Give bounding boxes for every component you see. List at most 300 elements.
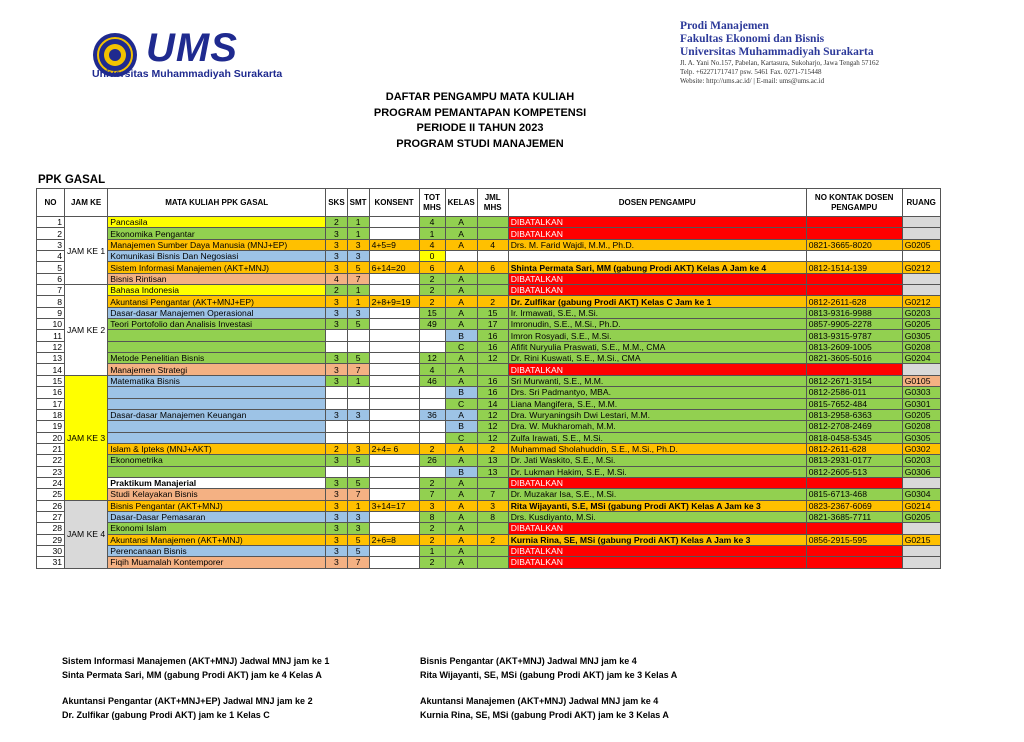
- cell-jml: 2: [477, 534, 508, 545]
- cell-smt: [347, 387, 369, 398]
- cell-konsent: 3+14=17: [369, 500, 419, 511]
- cell-kontak: [806, 557, 902, 568]
- cell-ruang: G0304: [902, 489, 940, 500]
- cell-no: 2: [37, 228, 65, 239]
- table-row: [37, 534, 941, 545]
- cell-tot: 15: [419, 307, 445, 318]
- cell-smt: [347, 421, 369, 432]
- cell-konsent: [369, 477, 419, 488]
- cell-sks: 3: [326, 409, 347, 420]
- cell-kelas: A: [445, 364, 477, 375]
- cell-jml: 12: [477, 421, 508, 432]
- cell-konsent: [369, 466, 419, 477]
- cell-konsent: [369, 307, 419, 318]
- cell-dosen: DIBATALKAN: [508, 364, 806, 375]
- cell-smt: [347, 341, 369, 352]
- cell-sks: 2: [326, 285, 347, 296]
- cell-smt: 5: [347, 319, 369, 330]
- cell-konsent: [369, 432, 419, 443]
- cell-jml: 2: [477, 296, 508, 307]
- cell-kelas: A: [445, 455, 477, 466]
- cell-smt: 3: [347, 251, 369, 262]
- cell-kelas: A: [445, 409, 477, 420]
- cell-tot: [419, 432, 445, 443]
- cell-jml: 17: [477, 319, 508, 330]
- cell-tot: 2: [419, 285, 445, 296]
- cell-ruang: [902, 251, 940, 262]
- cell-kelas: B: [445, 421, 477, 432]
- cell-konsent: 4+5=9: [369, 239, 419, 250]
- cell-kontak: 0812-2611-628: [806, 443, 902, 454]
- cell-dosen: Afifit Nuryulia Praswati, S.E., M.M., CMA: [508, 341, 806, 352]
- cell-ruang: G0208: [902, 341, 940, 352]
- cell-tot: 8: [419, 511, 445, 522]
- cell-konsent: 2+4= 6: [369, 443, 419, 454]
- cell-jml: 3: [477, 500, 508, 511]
- cell-mk: Metode Penelitian Bisnis: [108, 353, 326, 364]
- cell-sks: 3: [326, 228, 347, 239]
- cell-mk: Islam & Ipteks (MNJ+AKT): [108, 443, 326, 454]
- note-block-1: [62, 654, 329, 682]
- cell-smt: 1: [347, 228, 369, 239]
- cell-kontak: 0815-6713-468: [806, 489, 902, 500]
- cell-no: 4: [37, 251, 65, 262]
- cell-mk: Ekonomi Islam: [108, 523, 326, 534]
- document-titles: [0, 90, 960, 152]
- cell-dosen: Liana Mangifera, S.E., M.M.: [508, 398, 806, 409]
- cell-kontak: 0812-1514-139: [806, 262, 902, 273]
- cell-kontak: 0812-2611-628: [806, 296, 902, 307]
- col-tot: TOT MHS: [419, 189, 445, 217]
- table-body: [37, 217, 941, 569]
- table-row: [37, 262, 941, 273]
- cell-dosen: DIBATALKAN: [508, 228, 806, 239]
- cell-kontak: 0818-0458-5345: [806, 432, 902, 443]
- cell-mk: [108, 466, 326, 477]
- cell-dosen: Zulfa Irawati, S.E., M.Si.: [508, 432, 806, 443]
- cell-sks: 3: [326, 239, 347, 250]
- cell-sks: 3: [326, 511, 347, 522]
- note-4a: Akuntansi Manajemen (AKT+MNJ) Jadwal MNJ jam ke 4: [420, 696, 659, 706]
- cell-sks: 3: [326, 523, 347, 534]
- cell-ruang: [902, 285, 940, 296]
- cell-ruang: [902, 477, 940, 488]
- cell-jml: [477, 217, 508, 228]
- cell-no: 14: [37, 364, 65, 375]
- cell-tot: 2: [419, 273, 445, 284]
- cell-no: 5: [37, 262, 65, 273]
- cell-konsent: [369, 489, 419, 500]
- cell-konsent: [369, 409, 419, 420]
- cell-smt: [347, 398, 369, 409]
- cell-ruang: G0105: [902, 375, 940, 386]
- cell-dosen: DIBATALKAN: [508, 285, 806, 296]
- cell-jml: 14: [477, 398, 508, 409]
- table-row: [37, 398, 941, 409]
- cell-no: 17: [37, 398, 65, 409]
- cell-smt: 5: [347, 477, 369, 488]
- cell-tot: 3: [419, 500, 445, 511]
- cell-tot: [419, 330, 445, 341]
- cell-ruang: G0305: [902, 330, 940, 341]
- cell-dosen: DIBATALKAN: [508, 557, 806, 568]
- cell-sks: [326, 421, 347, 432]
- cell-dosen: DIBATALKAN: [508, 523, 806, 534]
- cell-ruang: G0205: [902, 319, 940, 330]
- cell-tot: 49: [419, 319, 445, 330]
- cell-ruang: G0212: [902, 262, 940, 273]
- cell-ruang: G0205: [902, 511, 940, 522]
- table-row: [37, 330, 941, 341]
- cell-kontak: [806, 285, 902, 296]
- cell-no: 18: [37, 409, 65, 420]
- cell-smt: 5: [347, 353, 369, 364]
- table-row: [37, 296, 941, 307]
- cell-konsent: [369, 455, 419, 466]
- cell-jml: [477, 477, 508, 488]
- cell-no: 13: [37, 353, 65, 364]
- cell-dosen: Dra. W. Mukharomah, M.M.: [508, 421, 806, 432]
- note-block-2: [420, 654, 677, 682]
- cell-jml: 15: [477, 307, 508, 318]
- cell-sks: [326, 341, 347, 352]
- col-konsent: KONSENT: [369, 189, 419, 217]
- cell-smt: 3: [347, 307, 369, 318]
- table-row: [37, 353, 941, 364]
- cell-kontak: [806, 364, 902, 375]
- cell-tot: 2: [419, 557, 445, 568]
- table-row: [37, 285, 941, 296]
- cell-smt: 3: [347, 511, 369, 522]
- cell-ruang: G0204: [902, 353, 940, 364]
- table-row: [37, 375, 941, 386]
- cell-sks: 3: [326, 500, 347, 511]
- cell-no: 9: [37, 307, 65, 318]
- cell-no: 30: [37, 545, 65, 556]
- cell-konsent: 2+6=8: [369, 534, 419, 545]
- cell-tot: 26: [419, 455, 445, 466]
- cell-kontak: 0812-2605-513: [806, 466, 902, 477]
- cell-sks: 3: [326, 262, 347, 273]
- cell-kelas: A: [445, 319, 477, 330]
- cell-kontak: [806, 545, 902, 556]
- cell-kelas: A: [445, 511, 477, 522]
- cell-sks: 3: [326, 296, 347, 307]
- cell-kelas: C: [445, 341, 477, 352]
- cell-kontak: [806, 251, 902, 262]
- cell-no: 27: [37, 511, 65, 522]
- cell-kelas: A: [445, 375, 477, 386]
- cell-konsent: 2+8+9=19: [369, 296, 419, 307]
- cell-konsent: [369, 251, 419, 262]
- cell-ruang: G0305: [902, 432, 940, 443]
- note-1a: Sistem Informasi Manajemen (AKT+MNJ) Jadwal MNJ jam ke 1: [62, 656, 330, 666]
- cell-tot: 2: [419, 296, 445, 307]
- cell-ruang: [902, 217, 940, 228]
- table-row: [37, 217, 941, 228]
- note-block-3: [62, 694, 313, 722]
- cell-dosen: Dr. Jati Waskito, S.E., M.Si.: [508, 455, 806, 466]
- address-line-3: Website: http://ums.ac.id/ | E-mail: ums@ums.ac.id: [680, 77, 825, 85]
- cell-mk: Bahasa Indonesia: [108, 285, 326, 296]
- cell-no: 8: [37, 296, 65, 307]
- cell-konsent: [369, 545, 419, 556]
- cell-sks: 3: [326, 353, 347, 364]
- cell-ruang: G0205: [902, 409, 940, 420]
- cell-tot: [419, 421, 445, 432]
- cell-tot: 4: [419, 217, 445, 228]
- cell-kelas: A: [445, 239, 477, 250]
- cell-mk: Ekonomika Pengantar: [108, 228, 326, 239]
- table-row: [37, 523, 941, 534]
- cell-mk: Manajemen Strategi: [108, 364, 326, 375]
- cell-tot: 36: [419, 409, 445, 420]
- cell-mk: Sistem Informasi Manajemen (AKT+MNJ): [108, 262, 326, 273]
- table-row: [37, 341, 941, 352]
- cell-smt: 7: [347, 489, 369, 500]
- cell-mk: Bisnis Rintisan: [108, 273, 326, 284]
- schedule-table: [36, 188, 941, 569]
- cell-tot: 7: [419, 489, 445, 500]
- cell-dosen: Rita Wijayanti, S.E, MSi (gabung Prodi AKT) Kelas A Jam ke 3: [508, 500, 806, 511]
- cell-ruang: G0306: [902, 466, 940, 477]
- table-row: [37, 228, 941, 239]
- cell-no: 29: [37, 534, 65, 545]
- cell-dosen: DIBATALKAN: [508, 545, 806, 556]
- cell-smt: [347, 432, 369, 443]
- cell-mk: [108, 398, 326, 409]
- cell-sks: 3: [326, 489, 347, 500]
- cell-tot: 2: [419, 523, 445, 534]
- cell-kontak: [806, 523, 902, 534]
- table-row: [37, 409, 941, 420]
- cell-mk: Pancasila: [108, 217, 326, 228]
- cell-sks: [326, 432, 347, 443]
- cell-kontak: 0821-3605-5016: [806, 353, 902, 364]
- table-row: [37, 421, 941, 432]
- cell-konsent: [369, 353, 419, 364]
- cell-smt: 3: [347, 443, 369, 454]
- cell-kontak: 0813-9315-9787: [806, 330, 902, 341]
- note-3a: Akuntansi Pengantar (AKT+MNJ+EP) Jadwal MNJ jam ke 2: [62, 696, 313, 706]
- cell-kelas: A: [445, 489, 477, 500]
- cell-smt: 1: [347, 285, 369, 296]
- cell-dosen: [508, 251, 806, 262]
- cell-mk: Dasar-dasar Manajemen Operasional: [108, 307, 326, 318]
- cell-jml: 13: [477, 455, 508, 466]
- cell-kelas: A: [445, 262, 477, 273]
- table-row: [37, 387, 941, 398]
- cell-kontak: [806, 217, 902, 228]
- cell-tot: 4: [419, 364, 445, 375]
- cell-sks: 4: [326, 273, 347, 284]
- cell-no: 16: [37, 387, 65, 398]
- cell-sks: 3: [326, 375, 347, 386]
- cell-mk: [108, 421, 326, 432]
- cell-jml: 6: [477, 262, 508, 273]
- logo-subtitle: Universitas Muhammadiyah Surakarta: [92, 68, 283, 80]
- cell-ruang: G0302: [902, 443, 940, 454]
- cell-jml: [477, 557, 508, 568]
- cell-kelas: A: [445, 228, 477, 239]
- cell-mk: Matematika Bisnis: [108, 375, 326, 386]
- cell-mk: [108, 432, 326, 443]
- cell-jml: 4: [477, 239, 508, 250]
- title-3: PERIODE II TAHUN 2023: [416, 122, 544, 134]
- cell-smt: 1: [347, 217, 369, 228]
- col-kelas: KELAS: [445, 189, 477, 217]
- cell-mk: Perencanaan Bisnis: [108, 545, 326, 556]
- cell-konsent: [369, 557, 419, 568]
- cell-sks: 2: [326, 217, 347, 228]
- cell-sks: 2: [326, 443, 347, 454]
- cell-sks: [326, 466, 347, 477]
- cell-kontak: [806, 273, 902, 284]
- cell-kelas: A: [445, 353, 477, 364]
- cell-tot: 1: [419, 545, 445, 556]
- cell-jam-group: JAM KE 2: [65, 285, 108, 376]
- cell-dosen: Shinta Permata Sari, MM (gabung Prodi AKT) Kelas A Jam ke 4: [508, 262, 806, 273]
- cell-kontak: 0813-9316-9988: [806, 307, 902, 318]
- cell-ruang: G0205: [902, 239, 940, 250]
- cell-dosen: Dr. Zulfikar (gabung Prodi AKT) Kelas C Jam ke 1: [508, 296, 806, 307]
- cell-kelas: C: [445, 432, 477, 443]
- cell-smt: 3: [347, 409, 369, 420]
- cell-sks: 3: [326, 477, 347, 488]
- cell-no: 23: [37, 466, 65, 477]
- cell-smt: 7: [347, 557, 369, 568]
- col-mk: MATA KULIAH PPK GASAL: [108, 189, 326, 217]
- table-row: [37, 307, 941, 318]
- table-row: [37, 319, 941, 330]
- cell-jml: 12: [477, 432, 508, 443]
- cell-dosen: DIBATALKAN: [508, 477, 806, 488]
- table-row: [37, 466, 941, 477]
- cell-kontak: 0821-3685-7711: [806, 511, 902, 522]
- cell-dosen: Drs. Sri Padmantyo, MBA.: [508, 387, 806, 398]
- cell-tot: 4: [419, 239, 445, 250]
- title-1: DAFTAR PENGAMPU MATA KULIAH: [385, 91, 575, 103]
- cell-dosen: Dr. Muzakar Isa, S.E., M.Si.: [508, 489, 806, 500]
- cell-konsent: [369, 364, 419, 375]
- cell-kelas: A: [445, 500, 477, 511]
- cell-konsent: 6+14=20: [369, 262, 419, 273]
- col-jam: JAM KE: [65, 189, 108, 217]
- cell-kelas: C: [445, 398, 477, 409]
- cell-ruang: G0215: [902, 534, 940, 545]
- cell-jml: [477, 273, 508, 284]
- cell-konsent: [369, 330, 419, 341]
- cell-jam-group: JAM KE 3: [65, 375, 108, 500]
- table-row: [37, 251, 941, 262]
- cell-jml: 2: [477, 443, 508, 454]
- cell-no: 21: [37, 443, 65, 454]
- cell-kelas: A: [445, 557, 477, 568]
- cell-tot: 2: [419, 443, 445, 454]
- cell-ruang: [902, 364, 940, 375]
- cell-tot: 1: [419, 228, 445, 239]
- cell-kelas: A: [445, 217, 477, 228]
- cell-jml: 12: [477, 353, 508, 364]
- cell-ruang: G0214: [902, 500, 940, 511]
- cell-kontak: 0812-2586-011: [806, 387, 902, 398]
- cell-tot: 0: [419, 251, 445, 262]
- cell-dosen: Ir. Irmawati, S.E., M.Si.: [508, 307, 806, 318]
- cell-jml: 8: [477, 511, 508, 522]
- cell-no: 31: [37, 557, 65, 568]
- cell-kelas: B: [445, 387, 477, 398]
- cell-smt: 7: [347, 273, 369, 284]
- cell-sks: 3: [326, 534, 347, 545]
- cell-tot: [419, 466, 445, 477]
- cell-smt: 5: [347, 262, 369, 273]
- cell-sks: 3: [326, 364, 347, 375]
- inst-line-1: Prodi Manajemen: [680, 20, 769, 32]
- logo-text: UMS: [146, 26, 238, 70]
- cell-kontak: 0823-2367-6069: [806, 500, 902, 511]
- cell-no: 7: [37, 285, 65, 296]
- cell-sks: [326, 398, 347, 409]
- cell-dosen: Drs. M. Farid Wajdi, M.M., Ph.D.: [508, 239, 806, 250]
- cell-no: 20: [37, 432, 65, 443]
- cell-dosen: Sri Murwanti, S.E., M.M.: [508, 375, 806, 386]
- cell-mk: [108, 387, 326, 398]
- ums-logo: [92, 26, 292, 82]
- cell-ruang: [902, 523, 940, 534]
- cell-sks: 3: [326, 455, 347, 466]
- cell-kelas: A: [445, 523, 477, 534]
- inst-line-2: Fakultas Ekonomi dan Bisnis: [680, 33, 825, 45]
- note-4b: Kurnia Rina, SE, MSi (gabung Prodi AKT) jam ke 3 Kelas A: [420, 710, 669, 720]
- cell-jml: 13: [477, 466, 508, 477]
- cell-konsent: [369, 375, 419, 386]
- cell-kontak: 0815-7652-484: [806, 398, 902, 409]
- cell-kelas: A: [445, 273, 477, 284]
- cell-smt: 1: [347, 500, 369, 511]
- cell-kelas: A: [445, 443, 477, 454]
- cell-konsent: [369, 511, 419, 522]
- cell-kelas: A: [445, 477, 477, 488]
- cell-no: 3: [37, 239, 65, 250]
- cell-tot: 12: [419, 353, 445, 364]
- cell-kontak: 0856-2915-595: [806, 534, 902, 545]
- cell-no: 1: [37, 217, 65, 228]
- cell-no: 10: [37, 319, 65, 330]
- cell-dosen: Kurnia Rina, SE, MSi (gabung Prodi AKT) Kelas A Jam ke 3: [508, 534, 806, 545]
- col-dosen: DOSEN PENGAMPU: [508, 189, 806, 217]
- cell-konsent: [369, 319, 419, 330]
- cell-jam-group: JAM KE 4: [65, 500, 108, 568]
- note-block-4: [420, 694, 669, 722]
- cell-dosen: Imronudin, S.E., M.Si., Ph.D.: [508, 319, 806, 330]
- cell-konsent: [369, 285, 419, 296]
- address-line-2: Telp. +62271717417 psw. 5461 Fax. 0271-715448: [680, 68, 822, 76]
- table-row: [37, 364, 941, 375]
- cell-kelas: A: [445, 534, 477, 545]
- cell-jml: [477, 545, 508, 556]
- cell-mk: Fiqih Muamalah Kontemporer: [108, 557, 326, 568]
- cell-sks: [326, 330, 347, 341]
- table-row: [37, 545, 941, 556]
- cell-ruang: G0203: [902, 455, 940, 466]
- cell-dosen: Dr. Lukman Hakim, S.E., M.Si.: [508, 466, 806, 477]
- table-row: [37, 477, 941, 488]
- cell-konsent: [369, 228, 419, 239]
- cell-jam-group: JAM KE 1: [65, 217, 108, 285]
- cell-smt: 7: [347, 364, 369, 375]
- cell-dosen: Muhammad Sholahuddin, S.E., M.Si., Ph.D.: [508, 443, 806, 454]
- table-row: [37, 489, 941, 500]
